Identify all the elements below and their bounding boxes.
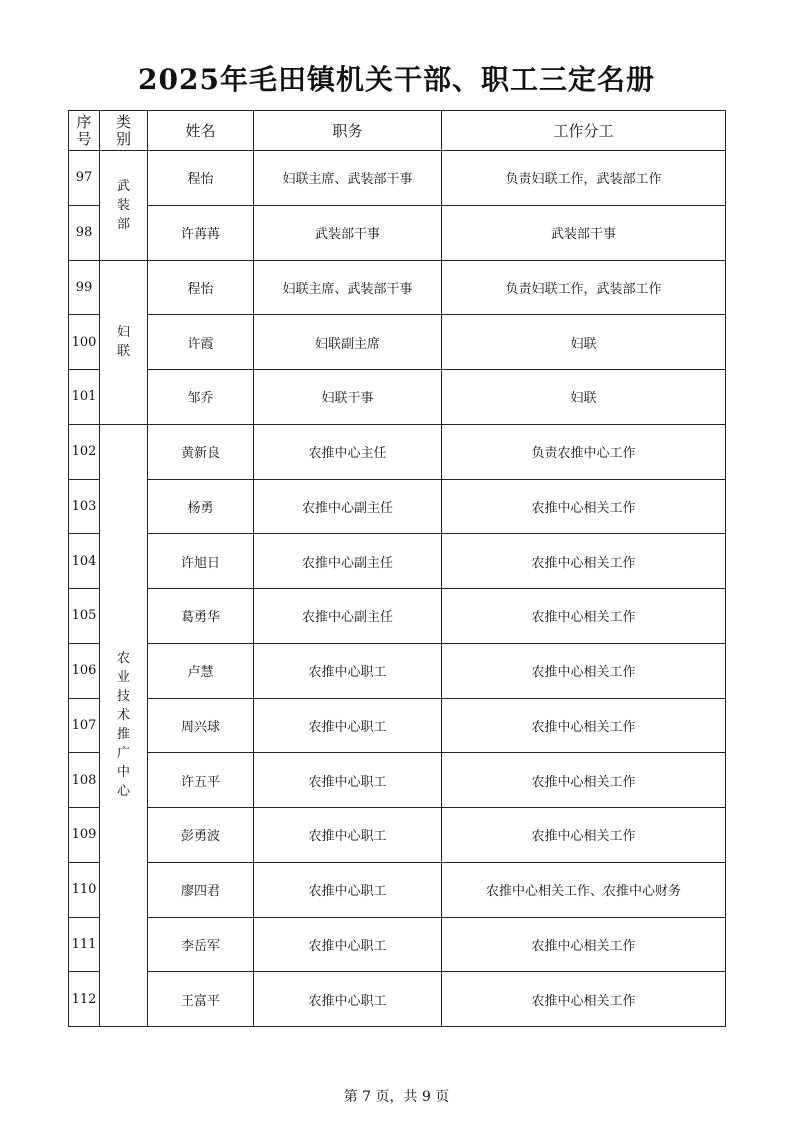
header-duty: 工作分工 bbox=[442, 111, 726, 151]
category-cell-agri-tech-center: 农业技术推广中心 bbox=[100, 424, 148, 1026]
cell-position: 农推中心职工 bbox=[254, 698, 442, 753]
cell-position: 农推中心副主任 bbox=[254, 534, 442, 589]
table-row bbox=[69, 917, 726, 972]
cell-position: 农推中心副主任 bbox=[254, 589, 442, 644]
cell-name: 许旭日 bbox=[148, 534, 254, 589]
cell-seq: 110 bbox=[69, 862, 100, 917]
table-row bbox=[69, 589, 726, 644]
cell-position: 妇联副主席 bbox=[254, 315, 442, 370]
cell-seq: 104 bbox=[69, 534, 100, 589]
cell-position: 农推中心职工 bbox=[254, 862, 442, 917]
table-row bbox=[69, 753, 726, 808]
table-row bbox=[69, 862, 726, 917]
cell-duty: 农推中心相关工作 bbox=[442, 479, 726, 534]
table-row bbox=[69, 151, 726, 206]
cell-seq: 102 bbox=[69, 424, 100, 479]
cell-position: 农推中心职工 bbox=[254, 753, 442, 808]
cell-seq: 105 bbox=[69, 589, 100, 644]
cell-seq: 99 bbox=[69, 260, 100, 315]
cell-position: 武装部干事 bbox=[254, 205, 442, 260]
cell-duty: 武装部干事 bbox=[442, 205, 726, 260]
cell-duty: 妇联 bbox=[442, 315, 726, 370]
cell-position: 农推中心职工 bbox=[254, 917, 442, 972]
table-row bbox=[69, 643, 726, 698]
cell-duty: 负责妇联工作，武装部工作 bbox=[442, 260, 726, 315]
cell-position: 妇联主席、武装部干事 bbox=[254, 151, 442, 206]
cell-seq: 108 bbox=[69, 753, 100, 808]
table-row bbox=[69, 205, 726, 260]
cell-position: 农推中心主任 bbox=[254, 424, 442, 479]
cell-position: 农推中心职工 bbox=[254, 643, 442, 698]
cell-position: 农推中心职工 bbox=[254, 972, 442, 1027]
table-row bbox=[69, 315, 726, 370]
page-footer: 第 7 页，共 9 页 bbox=[343, 1089, 450, 1105]
cell-duty: 农推中心相关工作 bbox=[442, 972, 726, 1027]
header-position: 职务 bbox=[254, 111, 442, 151]
cell-position: 妇联干事 bbox=[254, 370, 442, 425]
cell-duty: 农推中心相关工作 bbox=[442, 698, 726, 753]
cell-name: 彭勇波 bbox=[148, 808, 254, 863]
cell-duty: 农推中心相关工作 bbox=[442, 589, 726, 644]
cell-duty: 农推中心相关工作 bbox=[442, 808, 726, 863]
table-row bbox=[69, 424, 726, 479]
cell-name: 卢慧 bbox=[148, 643, 254, 698]
cell-seq: 107 bbox=[69, 698, 100, 753]
cell-position: 农推中心职工 bbox=[254, 808, 442, 863]
cell-seq: 98 bbox=[69, 205, 100, 260]
cell-position: 妇联主席、武装部干事 bbox=[254, 260, 442, 315]
cell-name: 邹乔 bbox=[148, 370, 254, 425]
cell-name: 许霞 bbox=[148, 315, 254, 370]
cell-seq: 106 bbox=[69, 643, 100, 698]
cell-name: 周兴球 bbox=[148, 698, 254, 753]
table-row bbox=[69, 260, 726, 315]
cell-duty: 妇联 bbox=[442, 370, 726, 425]
cell-duty: 农推中心相关工作 bbox=[442, 534, 726, 589]
cell-name: 程怡 bbox=[148, 151, 254, 206]
category-cell-armed-forces: 武装部 bbox=[100, 151, 148, 261]
cell-name: 王富平 bbox=[148, 972, 254, 1027]
header-seq: 序号 bbox=[69, 111, 100, 151]
cell-seq: 111 bbox=[69, 917, 100, 972]
table-row bbox=[69, 534, 726, 589]
cell-name: 李岳军 bbox=[148, 917, 254, 972]
cell-name: 许五平 bbox=[148, 753, 254, 808]
roster-table bbox=[68, 110, 726, 1027]
cell-seq: 97 bbox=[69, 151, 100, 206]
cell-duty: 农推中心相关工作 bbox=[442, 643, 726, 698]
cell-seq: 109 bbox=[69, 808, 100, 863]
cell-duty: 负责农推中心工作 bbox=[442, 424, 726, 479]
cell-name: 许苒苒 bbox=[148, 205, 254, 260]
cell-name: 黄新良 bbox=[148, 424, 254, 479]
category-cell-womens-federation: 妇联 bbox=[100, 260, 148, 424]
cell-position: 农推中心副主任 bbox=[254, 479, 442, 534]
table-row bbox=[69, 698, 726, 753]
cell-seq: 103 bbox=[69, 479, 100, 534]
cell-name: 程怡 bbox=[148, 260, 254, 315]
cell-seq: 100 bbox=[69, 315, 100, 370]
cell-seq: 101 bbox=[69, 370, 100, 425]
table-row bbox=[69, 370, 726, 425]
header-category: 类别 bbox=[100, 111, 148, 151]
header-name: 姓名 bbox=[148, 111, 254, 151]
cell-seq: 112 bbox=[69, 972, 100, 1027]
cell-duty: 农推中心相关工作 bbox=[442, 753, 726, 808]
table-row bbox=[69, 808, 726, 863]
page-title: 2025年毛田镇机关干部、职工三定名册 bbox=[138, 63, 655, 96]
cell-name: 廖四君 bbox=[148, 862, 254, 917]
table-row bbox=[69, 972, 726, 1027]
table-row bbox=[69, 479, 726, 534]
cell-duty: 农推中心相关工作 bbox=[442, 917, 726, 972]
cell-duty: 农推中心相关工作、农推中心财务 bbox=[442, 862, 726, 917]
header-row bbox=[69, 111, 726, 151]
cell-name: 葛勇华 bbox=[148, 589, 254, 644]
cell-duty: 负责妇联工作，武装部工作 bbox=[442, 151, 726, 206]
cell-name: 杨勇 bbox=[148, 479, 254, 534]
